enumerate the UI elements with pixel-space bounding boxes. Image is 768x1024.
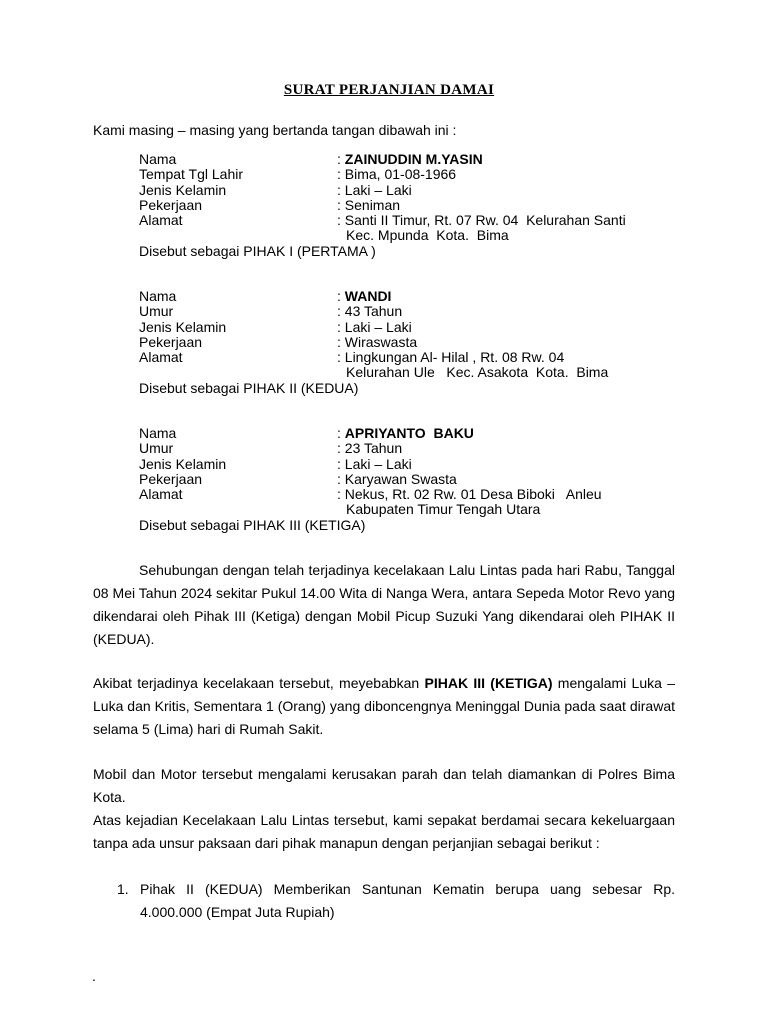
field-umur xyxy=(139,304,608,319)
field-alamat xyxy=(139,487,602,502)
paragraph-agreement-intro: Atas kejadian Kecelakaan Lalu Lintas tersebut, kami sepakat berdamai secara kekeluargaan tanpa ada unsur paksaan dari pihak manapun dengan perjanjian sebagai berikut : xyxy=(93,812,675,851)
list-item-text: Pihak II (KEDUA) Memberikan Santunan Kematin berupa uang sebesar Rp. 4.000.000 (Empat Juta Rupiah) xyxy=(140,881,675,920)
field-label: Pekerjaan xyxy=(139,470,203,487)
paragraph-incident: Sehubungan dengan telah terjadinya kecelakaan Lalu Lintas pada hari Rabu, Tanggal 08 Mei Tahun 2024 sekitar Pukul 14.00 Wita di Nanga Wera, antara Sepeda Motor Revo yang dikendarai oleh Pihak III (Ketiga) dengan Mobil Picup Suzuki Yang dikendarai oleh PIHAK II (KEDUA). xyxy=(93,562,675,647)
field-label: Alamat xyxy=(139,212,183,229)
party-name: ZAINUDDIN M.YASIN xyxy=(344,151,483,167)
field-pekerjaan xyxy=(139,198,626,213)
party-name: WANDI xyxy=(344,288,392,304)
party-designation: Disebut sebagai PIHAK I (PERTAMA ) xyxy=(139,242,376,259)
field-nama xyxy=(139,426,602,441)
footer-mark: . xyxy=(92,968,96,984)
field-label: Alamat xyxy=(139,486,183,503)
field-nama xyxy=(139,152,626,167)
party-designation: Disebut sebagai PIHAK III (KETIGA) xyxy=(139,516,366,533)
field-value: : Laki – Laki xyxy=(337,455,412,472)
field-value: : 23 Tahun xyxy=(337,440,403,457)
field-alamat-continued: Kec. Mpunda Kota. Bima xyxy=(346,227,509,244)
party-1-block xyxy=(139,152,626,259)
field-alamat xyxy=(139,350,608,365)
field-label: Jenis Kelamin xyxy=(139,318,227,335)
field-value: : Seniman xyxy=(337,196,401,213)
field-value: : ZAINUDDIN M.YASIN xyxy=(337,151,483,167)
field-label: Alamat xyxy=(139,349,183,366)
field-value: : WANDI xyxy=(337,288,392,304)
field-label: Jenis Kelamin xyxy=(139,455,227,472)
list-item-number: 1. xyxy=(117,881,129,897)
party-3-reference: PIHAK III (KETIGA) xyxy=(424,675,553,691)
field-value: : Karyawan Swasta xyxy=(337,470,457,487)
party-3-block xyxy=(139,426,602,533)
field-alamat xyxy=(139,213,626,228)
list-item xyxy=(117,878,675,924)
field-value: : Santi II Timur, Rt. 07 Rw. 04 Kelurahan Santi xyxy=(337,212,626,229)
field-value: : APRIYANTO BAKU xyxy=(337,425,474,441)
field-label: Umur xyxy=(139,440,174,457)
field-umur xyxy=(139,441,602,456)
field-value: : 43 Tahun xyxy=(337,303,403,320)
field-label: Jenis Kelamin xyxy=(139,181,227,198)
paragraph-consequence: Akibat terjadinya kecelakaan tersebut, meyebabkan PIHAK III (KETIGA) mengalami Luka – Luka dan Kritis, Sementara 1 (Orang) yang diboncengnya Meninggal Dunia pada saat dirawat selama 5 (Lima) hari di Rumah Sakit. xyxy=(93,675,675,737)
field-label: Pekerjaan xyxy=(139,196,203,213)
field-value: : Lingkungan Al- Hilal , Rt. 08 Rw. 04 xyxy=(337,349,565,366)
field-value: : Wiraswasta xyxy=(337,333,418,350)
field-value: : Laki – Laki xyxy=(337,181,412,198)
party-designation: Disebut sebagai PIHAK II (KEDUA) xyxy=(139,379,359,396)
field-jenis-kelamin xyxy=(139,320,608,335)
field-label: Umur xyxy=(139,303,174,320)
party-name: APRIYANTO BAKU xyxy=(344,425,474,441)
field-jenis-kelamin xyxy=(139,457,602,472)
field-value: : Bima, 01-08-1966 xyxy=(337,166,457,183)
field-alamat-continued: Kelurahan Ule Kec. Asakota Kota. Bima xyxy=(346,364,609,381)
field-tempat-tgl-lahir xyxy=(139,167,626,182)
field-pekerjaan xyxy=(139,472,602,487)
field-pekerjaan xyxy=(139,335,608,350)
intro-line: Kami masing – masing yang bertanda tangan dibawah ini : xyxy=(93,122,457,138)
field-label: Nama xyxy=(139,288,177,304)
field-value: : Nekus, Rt. 02 Rw. 01 Desa Biboki Anleu xyxy=(337,486,602,503)
field-label: Nama xyxy=(139,151,177,167)
field-value: : Laki – Laki xyxy=(337,318,412,335)
field-label: Tempat Tgl Lahir xyxy=(139,166,244,183)
field-label: Nama xyxy=(139,425,177,441)
field-label: Pekerjaan xyxy=(139,333,203,350)
agreement-list xyxy=(117,878,675,924)
document-title: SURAT PERJANJIAN DAMAI xyxy=(283,82,495,98)
party-2-block xyxy=(139,289,608,396)
field-jenis-kelamin xyxy=(139,183,626,198)
paragraph-vehicle-damage: Mobil dan Motor tersebut mengalami kerusakan parah dan telah diamankan di Polres Bima Kota. xyxy=(93,766,675,805)
field-alamat-continued: Kabupaten Timur Tengah Utara xyxy=(346,501,541,518)
field-nama xyxy=(139,289,608,304)
